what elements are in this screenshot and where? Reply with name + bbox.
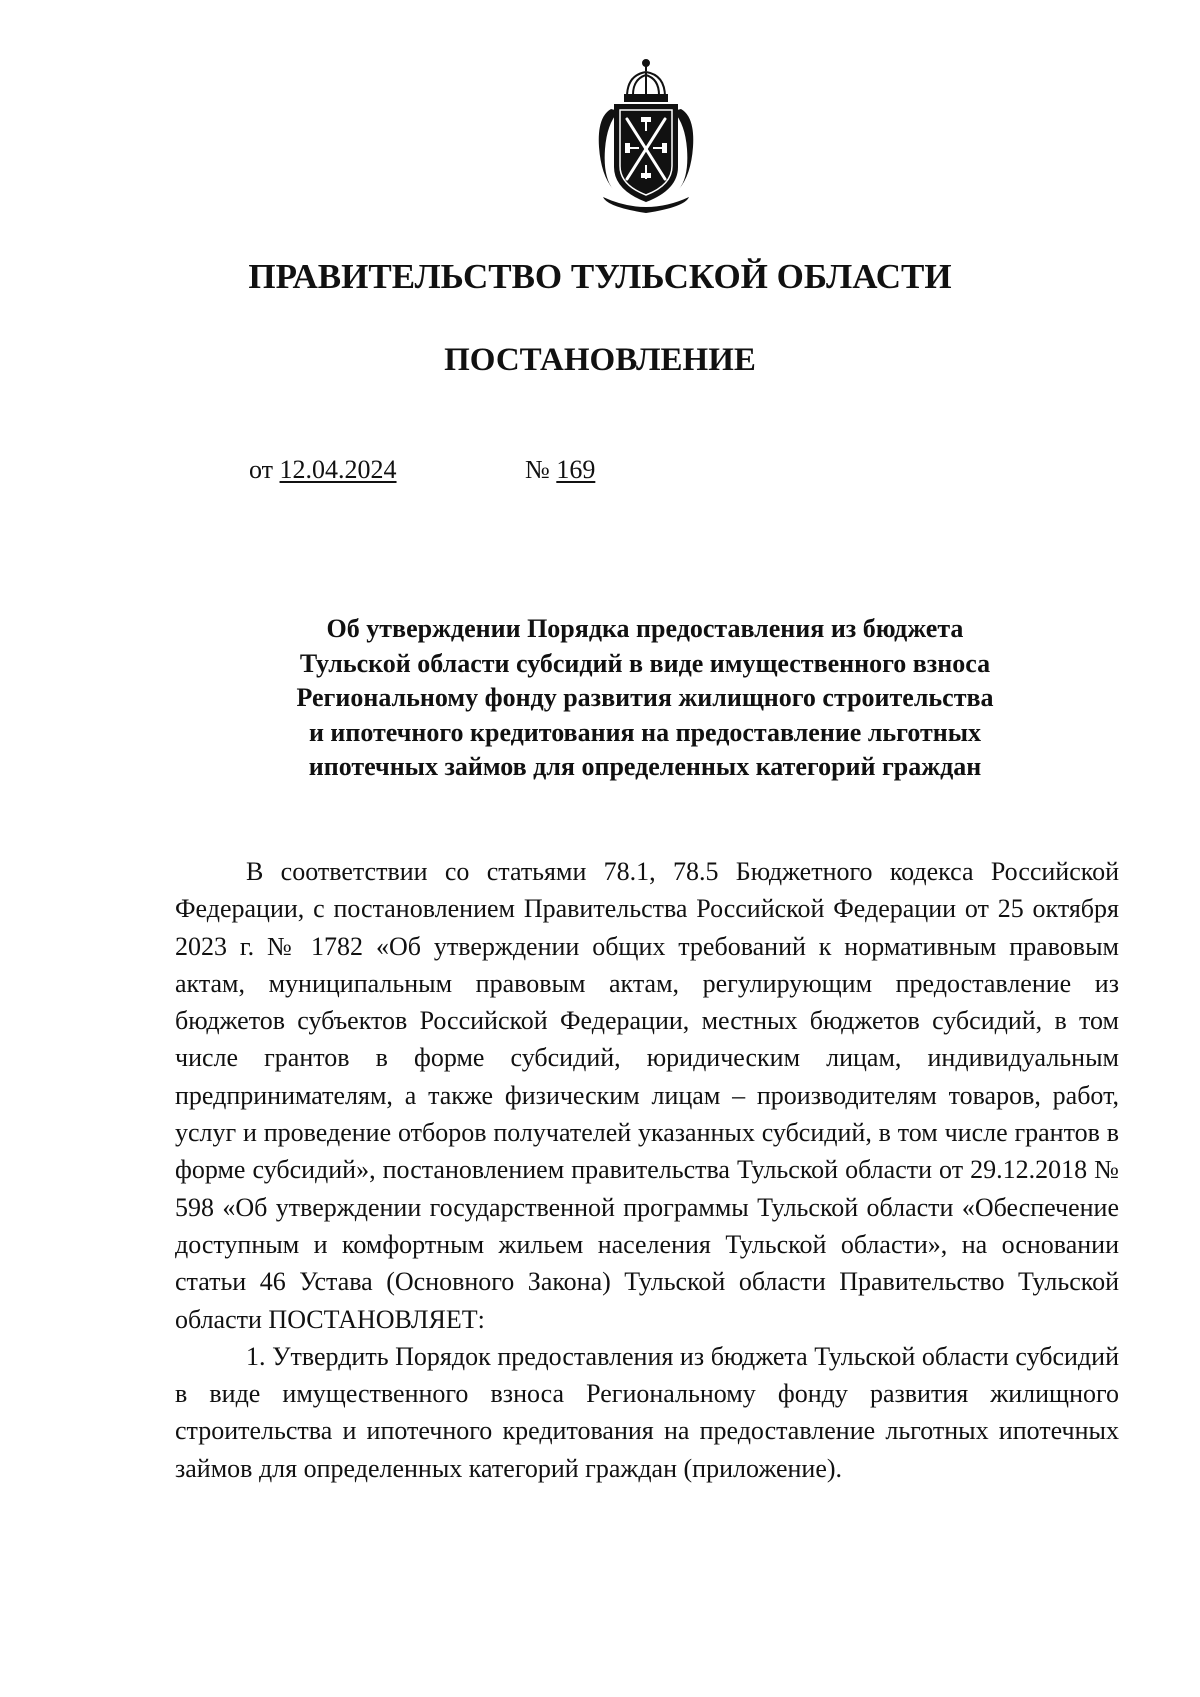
- date-prefix: от: [249, 455, 274, 484]
- heading-line: Региональному фонду развития жилищного строительства: [296, 683, 994, 712]
- document-number: [525, 455, 595, 485]
- body-paragraph-item-1: 1. Утвердить Порядок предоставления из бюджета Тульской области субсидий в виде имущественного взноса Региональному фонду развития жилищного строительства и ипотечного кредитования на предоставление льготных ипотечных займов для определенных категорий граждан (приложение).: [175, 1341, 1119, 1483]
- number-value: 169: [556, 455, 596, 484]
- heading-line: и ипотечного кредитования на предоставление льготных: [308, 717, 982, 747]
- document-date: [249, 455, 397, 485]
- number-prefix: №: [525, 455, 550, 484]
- organization-title: ПРАВИТЕЛЬСТВО ТУЛЬСКОЙ ОБЛАСТИ: [248, 257, 952, 296]
- date-value: 12.04.2024: [279, 455, 397, 484]
- tula-coat-of-arms-icon: [589, 57, 703, 217]
- document-type-title: ПОСТАНОВЛЕНИЕ: [444, 342, 756, 378]
- document-heading: [170, 612, 1120, 785]
- body-paragraph-preamble: В соответствии со статьями 78.1, 78.5 Бюджетного кодекса Российской Федерации, с постановлением Правительства Российской Федерации от 25 октября 2023 г. № 1782 «Об утверждении общих требований к нормативным правовым актам, муниципальным правовым актам, регулирующим предоставление из бюджетов субъектов Российской Федерации, местных бюджетов субсидий, в том числе грантов в форме субсидий, юридическим лицам, индивидуальным предпринимателям, а также физическим лицам – производителям товаров, работ, услуг и проведение отборов получателей указанных субсидий, в том числе грантов в форме субсидий», постановлением правительства Тульской области от 29.12.2018 № 598 «Об утверждении государственной программы Тульской области «Обеспечение доступным и комфортным жильем населения Тульской области», на основании статьи 46 Устава (Основного Закона) Тульской области Правительство Тульской области ПОСТАНОВЛЯЕТ:: [175, 857, 1119, 1334]
- heading-line: Об утверждении Порядка предоставления из бюджета: [326, 614, 964, 643]
- heading-line: ипотечных займов для определенных категорий граждан: [308, 752, 982, 781]
- heading-line: Тульской области субсидий в виде имущественного взноса: [299, 648, 991, 678]
- document-body: [175, 853, 1119, 1487]
